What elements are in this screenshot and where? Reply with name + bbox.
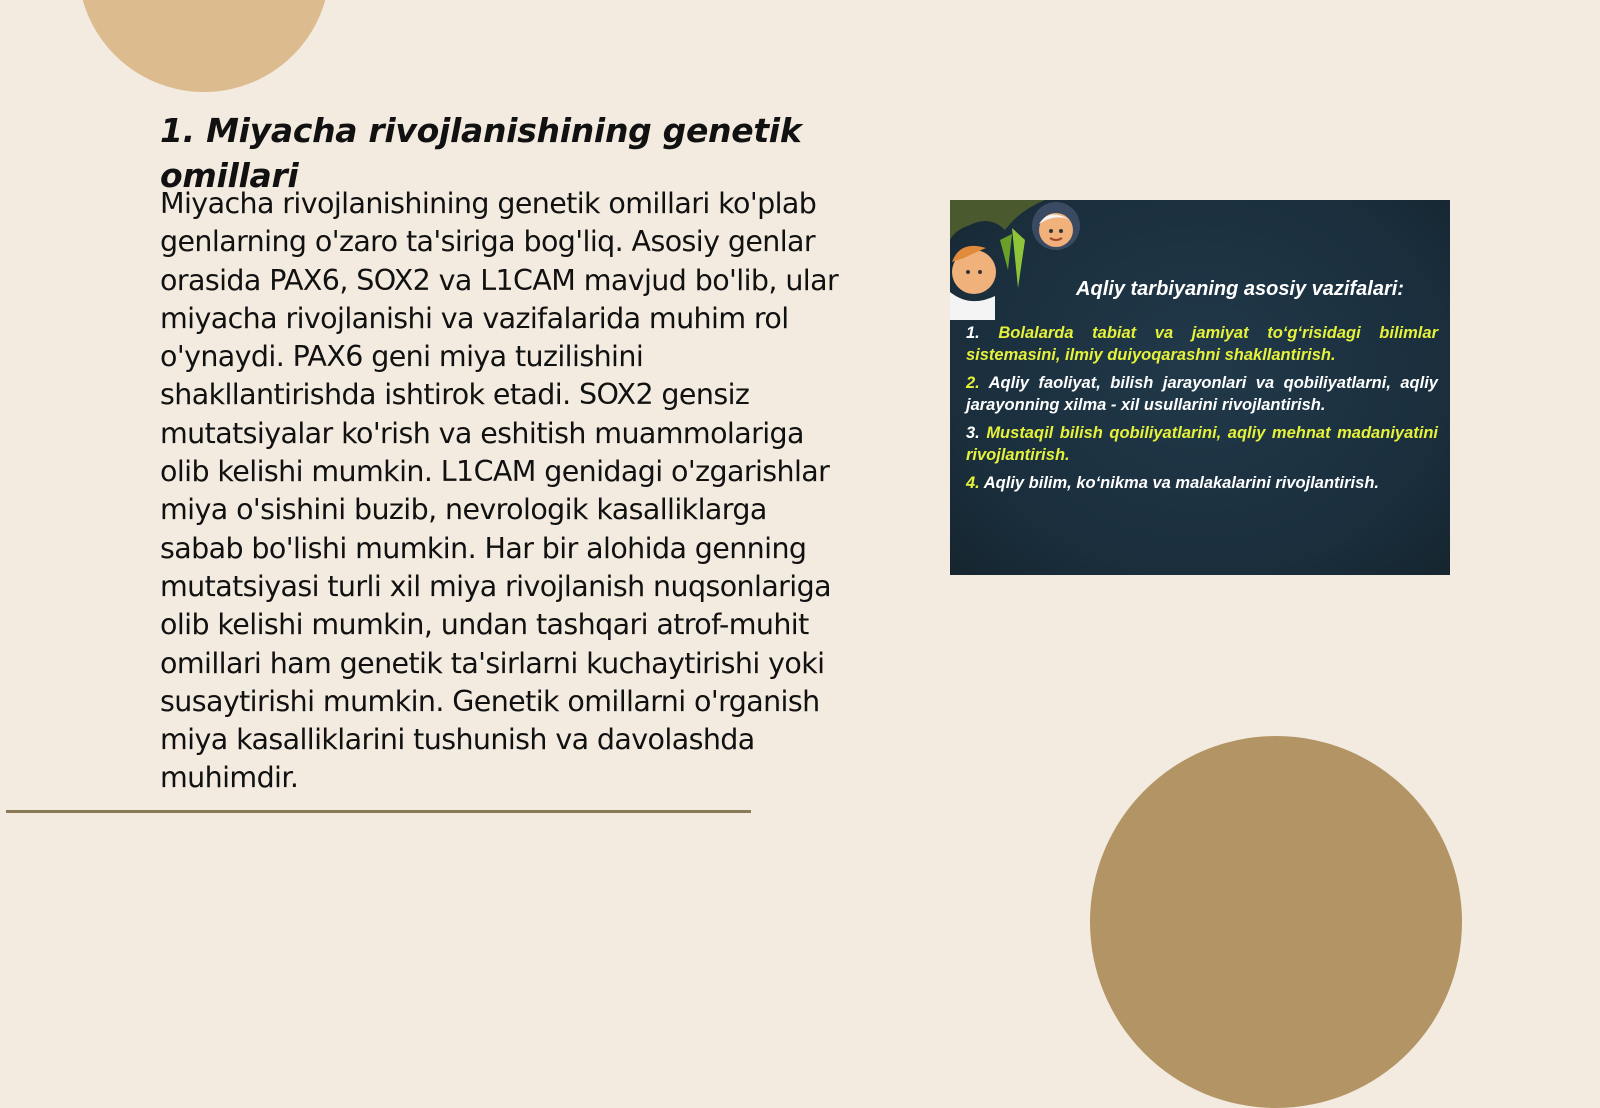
list-item [966, 422, 1438, 466]
list-item-number: 1. [966, 324, 980, 342]
slide-title: 1. Miyacha rivojlanishining genetik omillari [160, 111, 802, 195]
divider-line [6, 810, 751, 813]
children-illustration-icon [950, 200, 1110, 320]
list-item-number: 3. [966, 424, 980, 442]
chalkboard-image [950, 200, 1450, 575]
decorative-circle-top [78, 0, 330, 92]
list-item-number: 2. [966, 374, 980, 392]
list-item [966, 372, 1438, 416]
list-item-number: 4. [966, 474, 980, 492]
slide-body-text: Miyacha rivojlanishining genetik omillari ko'plab genlarning o'zaro ta'siriga bog'liq. Asosiy genlar orasida PAX6, SOX2 va L1CAM mavjud bo'lib, ular miyacha rivojlanishi va vazifalarida muhim rol o'ynaydi. PAX6 geni miya tuzilishini shakllantirishda ishtirok etadi. SOX2 gensiz mutatsiyalar ko'rish va eshitish muammolariga olib kelishi mumkin. L1CAM genidagi o'zgarishlar miya o'sishini buzib, nevrologik kasalliklarga sabab bo'lishi mumkin. Har bir alohida genning mutatsiyasi turli xil miya rivojlanish nuqsonlariga olib kelishi mumkin, undan tashqari atrof-muhit omillari ham genetik ta'sirlarni kuchaytirishi yoki susaytirishi mumkin. Genetik omillarni o'rganish miya kasalliklarini tushunish va davolashda muhimdir. [160, 187, 839, 795]
list-item-text: Mustaqil bilish qobiliyatlarini, aqliy mehnat madaniyatini rivojlantirish. [966, 424, 1438, 464]
list-item-text: Aqliy bilim, ko‘nikma va malakalarini rivojlantirish. [983, 474, 1379, 492]
list-item [966, 472, 1438, 494]
list-item [966, 322, 1438, 366]
chalkboard-list [966, 322, 1438, 500]
chalkboard-title: Aqliy tarbiyaning asosiy vazifalari: [1076, 278, 1404, 300]
list-item-text: Aqliy faoliyat, bilish jarayonlari va qobiliyatlarni, aqliy jarayonning xilma - xil usullarini rivojlantirish. [966, 374, 1438, 414]
decorative-circle-bottom [1090, 736, 1462, 1108]
list-item-text: Bolalarda tabiat va jamiyat to‘g‘risidagi bilimlar sistemasini, ilmiy duiyoqarashni shakllantirish. [966, 324, 1438, 364]
